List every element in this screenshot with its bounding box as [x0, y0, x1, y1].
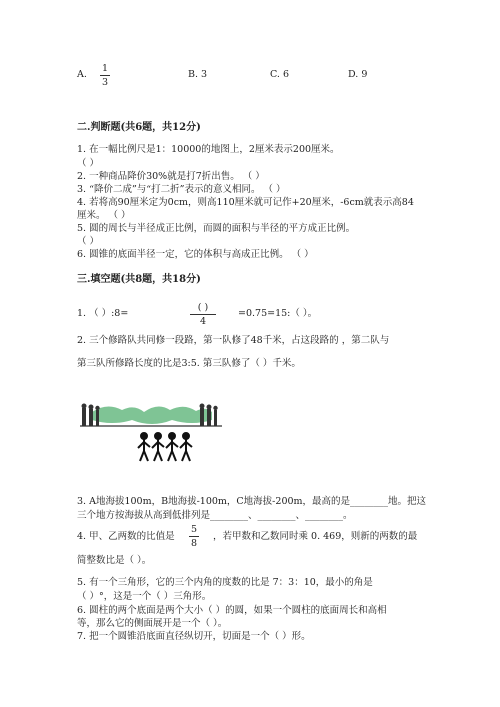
fill-q1-numerator: ( )	[197, 302, 209, 313]
fill-q6-line1: 6. 圆柱的两个底面是两个大小（ ）的圆，如果一个圆柱的底面周长和高相	[77, 605, 387, 616]
fill-q1-left: 1. （ ）:8=	[77, 308, 129, 319]
fill-q7-line1: 7. 把一个圆锥沿底面直径纵切开，切面是一个（ ）形。	[77, 631, 311, 642]
judge-q5: 5. 圆的周长与半径成正比例，而圆的面积与半径的平方成正比例。	[77, 223, 356, 234]
option-a-denominator: 3	[101, 77, 109, 88]
option-d: D. 9	[348, 69, 368, 80]
fill-q4-fraction	[189, 524, 199, 549]
fill-q6-line2: 等，那么它的侧面展开是一个（ ）。	[77, 618, 228, 629]
option-a-numerator: 1	[101, 63, 109, 74]
fill-q4-right: ，若甲数和乙数同时乘 0. 469，则新的两数的最	[213, 531, 418, 542]
fill-q4-numerator: 5	[190, 524, 198, 535]
fill-q3-line2: 三个地方按海拔从高到低排列是________、________、________。	[77, 510, 353, 521]
fill-q1-denominator: 4	[199, 316, 207, 327]
fill-q5-line1: 5. 有一个三角形，它的三个内角的度数的比是 7：3：10，最小的角是	[77, 577, 373, 588]
option-a-label: A.	[77, 69, 87, 80]
fill-q4-left: 4. 甲、乙两数的比值是	[77, 531, 175, 542]
judge-q2: 2. 一种商品降价30%就是打7折出售。 （ ）	[77, 171, 265, 182]
option-b: B. 3	[188, 69, 208, 80]
judge-q4-cont: 厘米。 （ ）	[77, 210, 131, 221]
fill-q4-line2: 简整数比是（ ）。	[77, 555, 152, 566]
option-a-fraction	[100, 63, 110, 88]
judge-q1-blank: （ ）	[77, 158, 100, 169]
judge-q1: 1. 在一幅比例尺是1：10000的地图上，2厘米表示200厘米。	[77, 144, 340, 155]
option-c: C. 6	[270, 69, 290, 80]
fill-q3-line1: 3. A地海拔100m，B地海拔-100m，C地海拔-200m，最高的是________地。把这	[77, 496, 427, 507]
fill-q5-line2: （ ）°，这是一个（ ）三角形。	[77, 591, 212, 602]
fill-q1-fraction	[190, 302, 216, 327]
road-workers-illustration	[72, 398, 232, 468]
judge-q3: 3. “降价二成”与“打二折”表示的意义相同。 （ ）	[77, 184, 286, 195]
section-3-title: 三.填空题(共8题，共18分)	[77, 274, 201, 285]
fill-q2-line2: 第三队所修路长度的比是3:5. 第三队修了（ ）千米。	[77, 358, 301, 369]
fill-q4-denominator: 8	[190, 538, 198, 549]
judge-q6: 6. 圆锥的底面半径一定，它的体积与高成正比例。 （ ）	[77, 249, 314, 260]
section-2-title: 二.判断题(共6题，共12分)	[77, 122, 201, 133]
fill-q1-right: =0.75=15:（ ）。	[238, 308, 318, 319]
fill-q2-line1: 2. 三个修路队共同修一段路，第一队修了48千米，占这段路的 ，第二队与	[77, 335, 390, 346]
judge-q5-blank: （ ）	[77, 236, 100, 247]
judge-q4: 4. 若将高90厘米定为0cm，则高110厘米就可记作+20厘米，-6cm就表示高84	[77, 197, 414, 208]
